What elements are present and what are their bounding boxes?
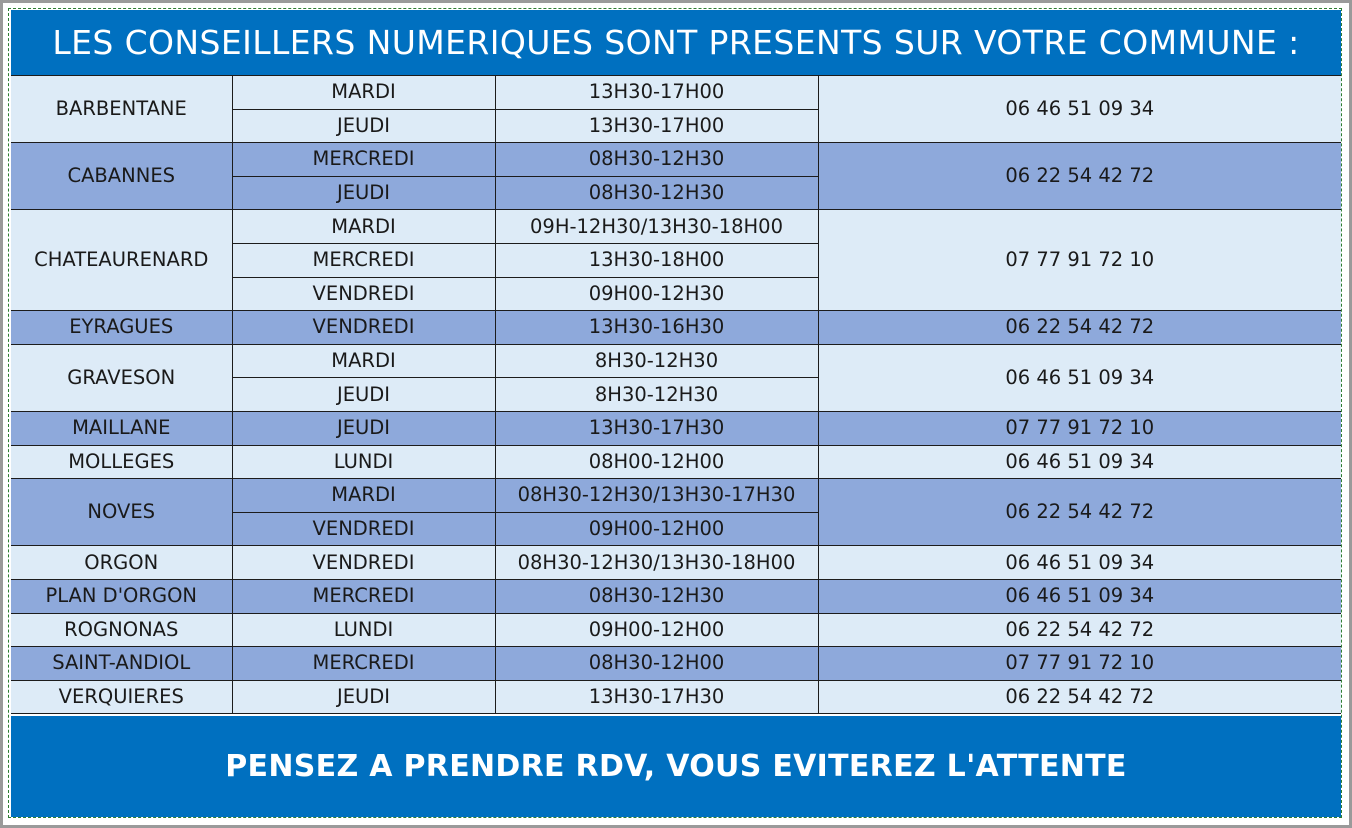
session-hours: 13H30-17H00 [495, 76, 818, 110]
commune-phone: 06 46 51 09 34 [818, 579, 1341, 613]
commune-phone: 07 77 91 72 10 [818, 647, 1341, 681]
session-day: MARDI [232, 76, 495, 110]
session-hours: 13H30-16H30 [495, 311, 818, 345]
commune-phone: 06 22 54 42 72 [818, 680, 1341, 714]
commune-phone: 07 77 91 72 10 [818, 210, 1341, 311]
session-day: JEUDI [232, 680, 495, 714]
session-day: MERCREDI [232, 243, 495, 277]
commune-name: NOVES [11, 479, 232, 546]
commune-name: MOLLEGES [11, 445, 232, 479]
session-day: JEUDI [232, 411, 495, 445]
table-row [11, 647, 1341, 681]
session-day: MERCREDI [232, 143, 495, 177]
session-day: VENDREDI [232, 311, 495, 345]
commune-name: PLAN D'ORGON [11, 579, 232, 613]
session-day: LUNDI [232, 445, 495, 479]
table-row [11, 210, 1341, 244]
commune-name: CABANNES [11, 143, 232, 210]
commune-phone: 06 46 51 09 34 [818, 445, 1341, 479]
commune-name: GRAVESON [11, 344, 232, 411]
session-day: JEUDI [232, 176, 495, 210]
session-hours: 08H30-12H30/13H30-17H30 [495, 479, 818, 513]
footer-banner: PENSEZ A PRENDRE RDV, VOUS EVITEREZ L'ATTENTE [11, 716, 1341, 817]
page-title: LES CONSEILLERS NUMERIQUES SONT PRESENTS SUR VOTRE COMMUNE : [11, 10, 1341, 75]
commune-name: CHATEAURENARD [11, 210, 232, 311]
table-row [11, 613, 1341, 647]
session-hours: 8H30-12H30 [495, 344, 818, 378]
session-hours: 08H30-12H30 [495, 143, 818, 177]
commune-phone: 07 77 91 72 10 [818, 411, 1341, 445]
session-hours: 08H00-12H00 [495, 445, 818, 479]
commune-name: ROGNONAS [11, 613, 232, 647]
session-hours: 13H30-17H30 [495, 680, 818, 714]
commune-phone: 06 22 54 42 72 [818, 613, 1341, 647]
commune-phone: 06 22 54 42 72 [818, 479, 1341, 546]
schedule-body [11, 76, 1341, 714]
session-day: MERCREDI [232, 647, 495, 681]
session-hours: 09H00-12H00 [495, 613, 818, 647]
schedule-table [11, 75, 1341, 714]
session-day: VENDREDI [232, 512, 495, 546]
commune-name: VERQUIERES [11, 680, 232, 714]
session-hours: 08H30-12H30 [495, 176, 818, 210]
table-row [11, 579, 1341, 613]
session-day: JEUDI [232, 378, 495, 412]
commune-phone: 06 22 54 42 72 [818, 311, 1341, 345]
table-row [11, 311, 1341, 345]
commune-phone: 06 46 51 09 34 [818, 546, 1341, 580]
session-day: LUNDI [232, 613, 495, 647]
table-row [11, 143, 1341, 177]
session-hours: 08H30-12H30/13H30-18H00 [495, 546, 818, 580]
commune-name: SAINT-ANDIOL [11, 647, 232, 681]
session-day: MARDI [232, 344, 495, 378]
session-day: JEUDI [232, 109, 495, 143]
table-row [11, 344, 1341, 378]
commune-name: EYRAGUES [11, 311, 232, 345]
session-day: MERCREDI [232, 579, 495, 613]
table-row [11, 546, 1341, 580]
commune-name: BARBENTANE [11, 76, 232, 143]
session-hours: 13H30-17H30 [495, 411, 818, 445]
session-hours: 08H30-12H00 [495, 647, 818, 681]
session-hours: 8H30-12H30 [495, 378, 818, 412]
table-row [11, 76, 1341, 110]
commune-phone: 06 22 54 42 72 [818, 143, 1341, 210]
session-hours: 09H00-12H30 [495, 277, 818, 311]
table-row [11, 479, 1341, 513]
session-hours: 09H00-12H00 [495, 512, 818, 546]
session-hours: 08H30-12H30 [495, 579, 818, 613]
table-row [11, 445, 1341, 479]
table-row [11, 411, 1341, 445]
commune-name: ORGON [11, 546, 232, 580]
session-day: VENDREDI [232, 546, 495, 580]
session-day: MARDI [232, 479, 495, 513]
table-row [11, 680, 1341, 714]
commune-phone: 06 46 51 09 34 [818, 76, 1341, 143]
commune-name: MAILLANE [11, 411, 232, 445]
session-hours: 13H30-18H00 [495, 243, 818, 277]
session-hours: 13H30-17H00 [495, 109, 818, 143]
session-day: MARDI [232, 210, 495, 244]
session-day: VENDREDI [232, 277, 495, 311]
session-hours: 09H-12H30/13H30-18H00 [495, 210, 818, 244]
commune-phone: 06 46 51 09 34 [818, 344, 1341, 411]
